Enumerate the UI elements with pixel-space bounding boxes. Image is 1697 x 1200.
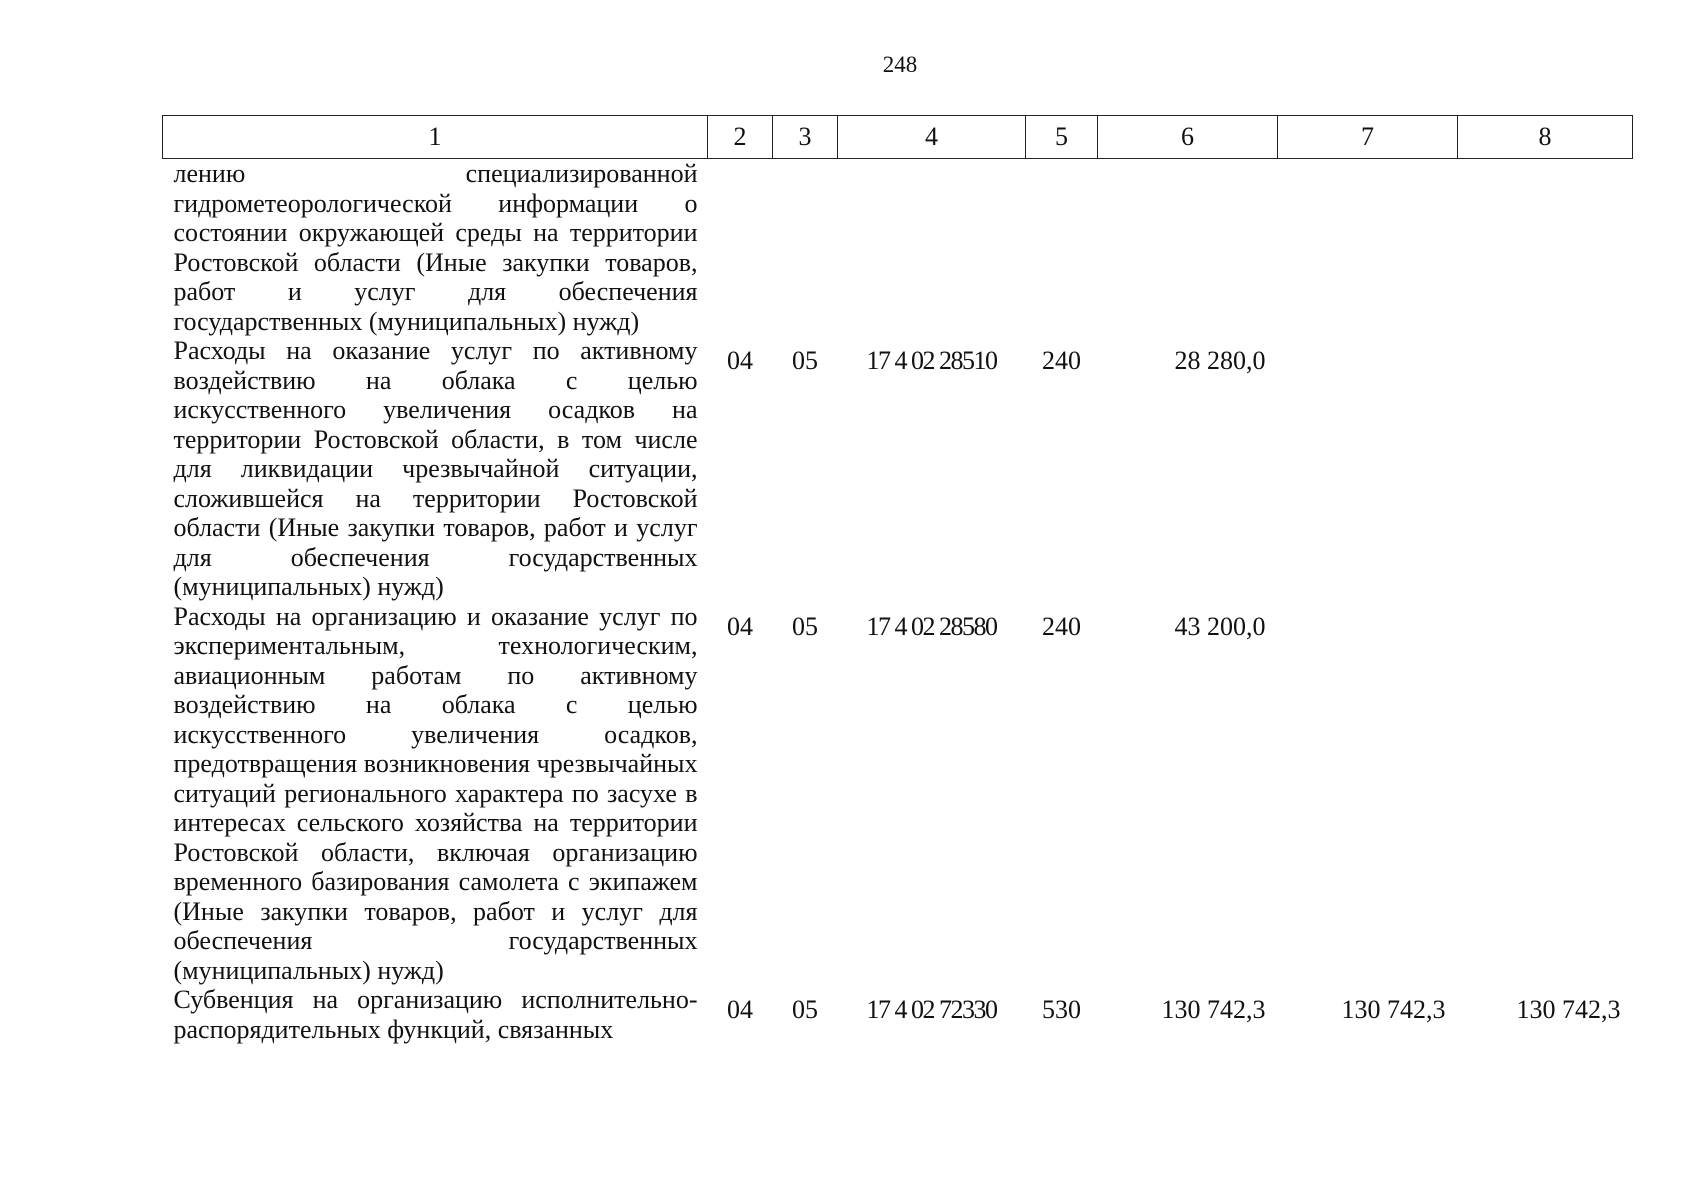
table-row: [163, 159, 1633, 337]
cell-amount-2: 130 742,3: [1341, 995, 1446, 1024]
cell-section: 04: [727, 346, 753, 375]
cell-amount-3: 130 742,3: [1516, 995, 1621, 1024]
cell-target-article: 17 4 02 72330: [866, 995, 997, 1024]
cell-amount-1: 28 280,0: [1174, 346, 1266, 375]
column-header: 5: [1026, 116, 1098, 159]
cell-subsection: 05: [792, 611, 818, 641]
table-row: [163, 602, 1633, 986]
cell-subsection: 05: [792, 995, 818, 1024]
cell-section: 04: [727, 995, 753, 1024]
cell-amount-2: [1278, 602, 1458, 986]
cell-subsection: [773, 159, 838, 337]
column-header: 7: [1278, 116, 1458, 159]
cell-amount-3: [1458, 602, 1633, 986]
column-header: 8: [1458, 116, 1633, 159]
cell-section: 04: [727, 611, 753, 641]
cell-expense-type: 240: [1042, 611, 1081, 641]
header-row: [163, 116, 1633, 159]
cell-subsection: 05: [792, 346, 818, 375]
cell-target-article: 17 4 02 28510: [866, 346, 997, 375]
cell-expense-type: 530: [1042, 995, 1081, 1024]
row-description: Расходы на оказание услуг по активному воздействию на облака с целью искусственного увеличения осадков на территории Ростовской области, в том числе для ликвидации чрезвычайной ситуации, сложившейся на территории Ростовской области (Иные закупки товаров, работ и услуг для обеспечения государственных (муниципальных) нужд): [173, 336, 698, 601]
column-header: 3: [773, 116, 838, 159]
cell-amount-3: [1458, 159, 1633, 337]
cell-amount-2: [1278, 336, 1458, 602]
cell-expense-type: 240: [1042, 346, 1081, 375]
cell-section: [708, 159, 773, 337]
cell-target-article: [838, 159, 1026, 337]
cell-amount-3: [1458, 336, 1633, 602]
page-number: 248: [882, 52, 918, 77]
cell-expense-type: [1026, 159, 1098, 337]
column-header: 4: [838, 116, 1026, 159]
cell-target-article: 17 4 02 28580: [866, 611, 997, 641]
row-description: Расходы на организацию и оказание услуг по экспериментальным, технологическим, авиационным работам по активному воздействию на облака с целью искусственного увеличения осадков, предотвращения возникновения чрезвычайных ситуаций регионального характера по засухе в интересах сельского хозяйства на территории Ростовской области, включая организацию временного базирования самолета с экипажем (Иные закупки товаров, работ и услуг для обеспечения государственных (муниципальных) нужд): [173, 601, 698, 985]
column-header: 1: [163, 116, 708, 159]
table-row: [163, 336, 1633, 602]
cell-amount-1: 43 200,0: [1174, 611, 1266, 641]
column-header: 2: [708, 116, 773, 159]
row-description: лению специализированной гидрометеорологической информации о состоянии окружающей среды на территории Ростовской области (Иные закупки товаров, работ и услуг для обеспечения государственных (муниципальных) нужд): [173, 159, 698, 336]
row-description: Субвенция на организацию исполнительно-распорядительных функций, связанных: [173, 985, 698, 1044]
cell-amount-1: [1098, 159, 1278, 337]
cell-amount-2: [1278, 159, 1458, 337]
table-row: [163, 985, 1633, 1044]
budget-table: [162, 115, 1633, 1044]
cell-amount-1: 130 742,3: [1161, 995, 1266, 1024]
column-header: 6: [1098, 116, 1278, 159]
